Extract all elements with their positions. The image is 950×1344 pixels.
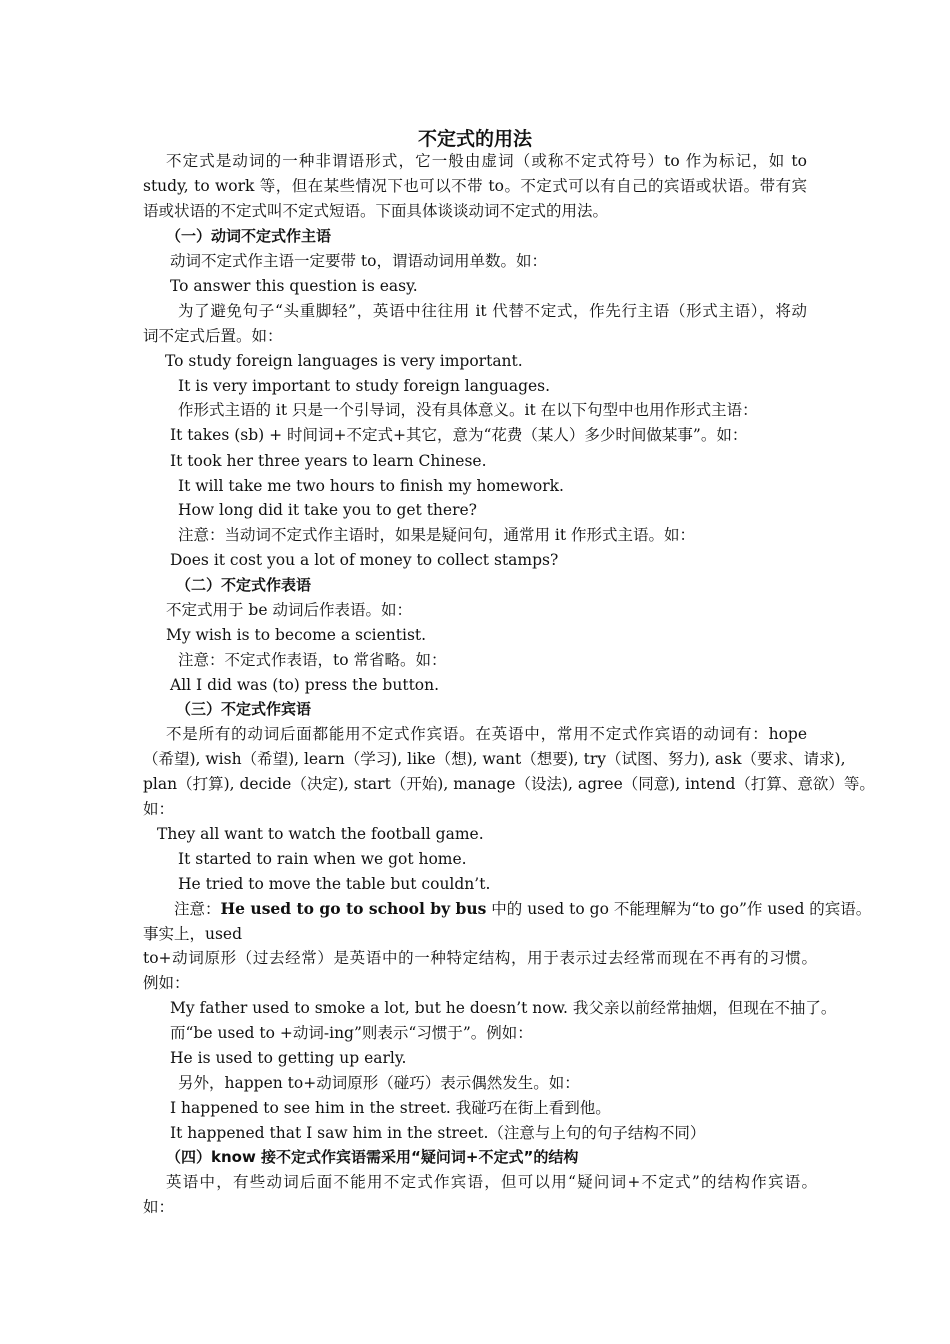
- section-heading: （三）不定式作宾语: [176, 700, 312, 718]
- paragraph-line: 而“be used to +动词-ing”则表示“习惯于”。例如：: [170, 1024, 533, 1042]
- paragraph-line: to+动词原形（过去经常）是英语中的一种特定结构，用于表示过去经常而现在不再有的习惯。: [143, 949, 817, 967]
- example-line: They all want to watch the football game.: [157, 825, 484, 843]
- note-label: 注意：: [174, 900, 221, 918]
- section-heading: （一）动词不定式作主语: [166, 227, 332, 245]
- example-line: How long did it take you to get there?: [178, 501, 477, 519]
- paragraph-line: plan（打算), decide（决定), start（开始), manage（设法), agree（同意), intend（打算、意欲）等。: [143, 775, 875, 793]
- paragraph-line: 不定式用于 be 动词后作表语。如：: [166, 601, 412, 619]
- example-line: It happened that I saw him in the street.（注意与上句的句子结构不同）: [170, 1124, 706, 1142]
- paragraph-line: 注意：不定式作表语，to 常省略。如：: [178, 651, 447, 669]
- paragraph-line: 作形式主语的 it 只是一个引导词，没有具体意义。it 在以下句型中也用作形式主语：: [178, 401, 758, 419]
- example-line: He tried to move the table but couldn’t.: [178, 875, 491, 893]
- section-heading: （四）know 接不定式作宾语需采用“疑问词+不定式”的结构: [166, 1148, 579, 1166]
- example-line: It will take me two hours to finish my homework.: [178, 477, 564, 495]
- example-line: To answer this question is easy.: [170, 277, 418, 295]
- example-line: I happened to see him in the street. 我碰巧在街上看到他。: [170, 1099, 611, 1117]
- paragraph-line: 不定式是动词的一种非谓语形式，它一般由虚词（或称不定式符号）to 作为标记，如 to: [166, 152, 807, 170]
- paragraph-line: 如：: [143, 800, 175, 818]
- paragraph-line: 注意：当动词不定式作主语时，如果是疑问句，通常用 it 作形式主语。如：: [178, 526, 696, 544]
- paragraph-line: study, to work 等，但在某些情况下也可以不带 to。不定式可以有自己的宾语或状语。带有宾: [143, 177, 807, 195]
- document-title: 不定式的用法: [417, 128, 532, 150]
- note-line: [174, 899, 871, 919]
- paragraph-line: 例如：: [143, 974, 190, 992]
- example-line: All I did was (to) press the button.: [170, 676, 440, 694]
- example-line: To study foreign languages is very important.: [165, 352, 523, 370]
- example-line: My wish is to become a scientist.: [166, 626, 427, 644]
- paragraph-line: 事实上，used: [143, 925, 243, 943]
- paragraph-line: 为了避免句子“头重脚轻”，英语中往往用 it 代替不定式，作先行主语（形式主语），将动: [178, 302, 807, 320]
- example-line: Does it cost you a lot of money to collect stamps?: [170, 551, 559, 569]
- example-line: It took her three years to learn Chinese.: [170, 452, 487, 470]
- paragraph-line: 英语中，有些动词后面不能用不定式作宾语，但可以用“疑问词+不定式”的结构作宾语。: [166, 1173, 817, 1191]
- note-text: 中的 used to go 不能理解为“to go”作 used 的宾语。: [486, 900, 872, 918]
- paragraph-line: （希望), wish（希望), learn（学习), like（想), want（想要), try（试图、努力), ask（要求、请求),: [143, 750, 846, 768]
- paragraph-line: 语或状语的不定式叫不定式短语。下面具体谈谈动词不定式的用法。: [143, 202, 609, 220]
- example-line: He is used to getting up early.: [170, 1049, 407, 1067]
- paragraph-line: 如：: [143, 1198, 175, 1216]
- paragraph-line: 不是所有的动词后面都能用不定式作宾语。在英语中，常用不定式作宾语的动词有：hope: [166, 725, 807, 743]
- paragraph-line: It takes (sb) + 时间词+不定式+其它，意为“花费（某人）多少时间做某事”。如：: [170, 426, 748, 444]
- example-line: It started to rain when we got home.: [178, 850, 467, 868]
- note-example-bold: He used to go to school by bus: [220, 899, 487, 918]
- example-line: It is very important to study foreign languages.: [178, 377, 551, 395]
- paragraph-line: 动词不定式作主语一定要带 to，谓语动词用单数。如：: [170, 252, 547, 270]
- example-line: My father used to smoke a lot, but he doesn’t now. 我父亲以前经常抽烟，但现在不抽了。: [170, 999, 837, 1017]
- paragraph-line: 词不定式后置。如：: [143, 327, 283, 345]
- section-heading: （二）不定式作表语: [176, 576, 312, 594]
- paragraph-line: 另外，happen to+动词原形（碰巧）表示偶然发生。如：: [178, 1074, 580, 1092]
